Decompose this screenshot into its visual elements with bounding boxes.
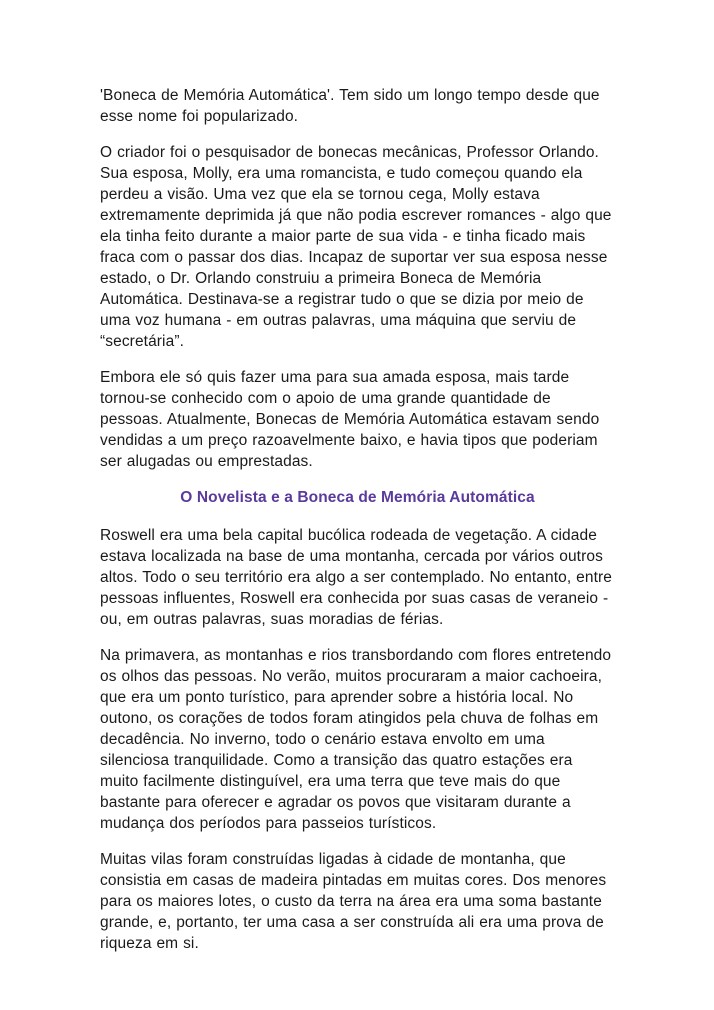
paragraph-seasons: Na primavera, as montanhas e rios transbordando com flores entretendo os olhos das pessoas. No verão, muitos procuraram a maior cachoeira, que era um ponto turístico, para aprender sobre a história local. No outono, os corações de todos foram atingidos pela chuva de folhas em decadência. No inverno, todo o cenário estava envolto em uma silenciosa tranquilidade. Como a transição das quatro estações era muito facilmente distinguível, era uma terra que teve mais do que bastante para oferecer e agradar os povos que visitaram durante a mudança dos períodos para passeios turísticos. bbox=[100, 647, 612, 832]
paragraph-popularity: Embora ele só quis fazer uma para sua amada esposa, mais tarde tornou-se conhecido com o apoio de uma grande quantidade de pessoas. Atualmente, Bonecas de Memória Automática estavam sendo vendidas a um preço razoavelmente baixo, e havia tipos que poderiam ser alugadas ou emprestadas. bbox=[100, 369, 600, 470]
paragraph-villas: Muitas vilas foram construídas ligadas à cidade de montanha, que consistia em casas de madeira pintadas em muitas cores. Dos menores para os maiores lotes, o custo da terra na área era uma soma bastante grande, e, portanto, ter uma casa a ser construída ali era uma prova de riqueza em si. bbox=[100, 851, 607, 952]
paragraph-roswell: Roswell era uma bela capital bucólica rodeada de vegetação. A cidade estava localizada na base de uma montanha, cercada por vários outros altos. Todo o seu território era algo a ser contemplado. No entanto, entre pessoas influentes, Roswell era conhecida por suas casas de veraneio - ou, em outras palavras, suas moradias de férias. bbox=[100, 527, 612, 628]
section-heading: O Novelista e a Boneca de Memória Automática bbox=[180, 489, 535, 506]
paragraph-intro: 'Boneca de Memória Automática'. Tem sido um longo tempo desde que esse nome foi popularizado. bbox=[100, 87, 600, 125]
paragraph-creator: O criador foi o pesquisador de bonecas mecânicas, Professor Orlando. Sua esposa, Molly, era uma romancista, e tudo começou quando ela perdeu a visão. Uma vez que ela se tornou cega, Molly estava extremamente deprimida já que não podia escrever romances - algo que ela tinha feito durante a maior parte de sua vida - e tinha ficado mais fraca com o passar dos dias. Incapaz de suportar ver sua esposa nesse estado, o Dr. Orlando construiu a primeira Boneca de Memória Automática. Destinava-se a registrar tudo o que se dizia por meio de uma voz humana - em outras palavras, uma máquina que serviu de “secretária”. bbox=[100, 144, 612, 350]
